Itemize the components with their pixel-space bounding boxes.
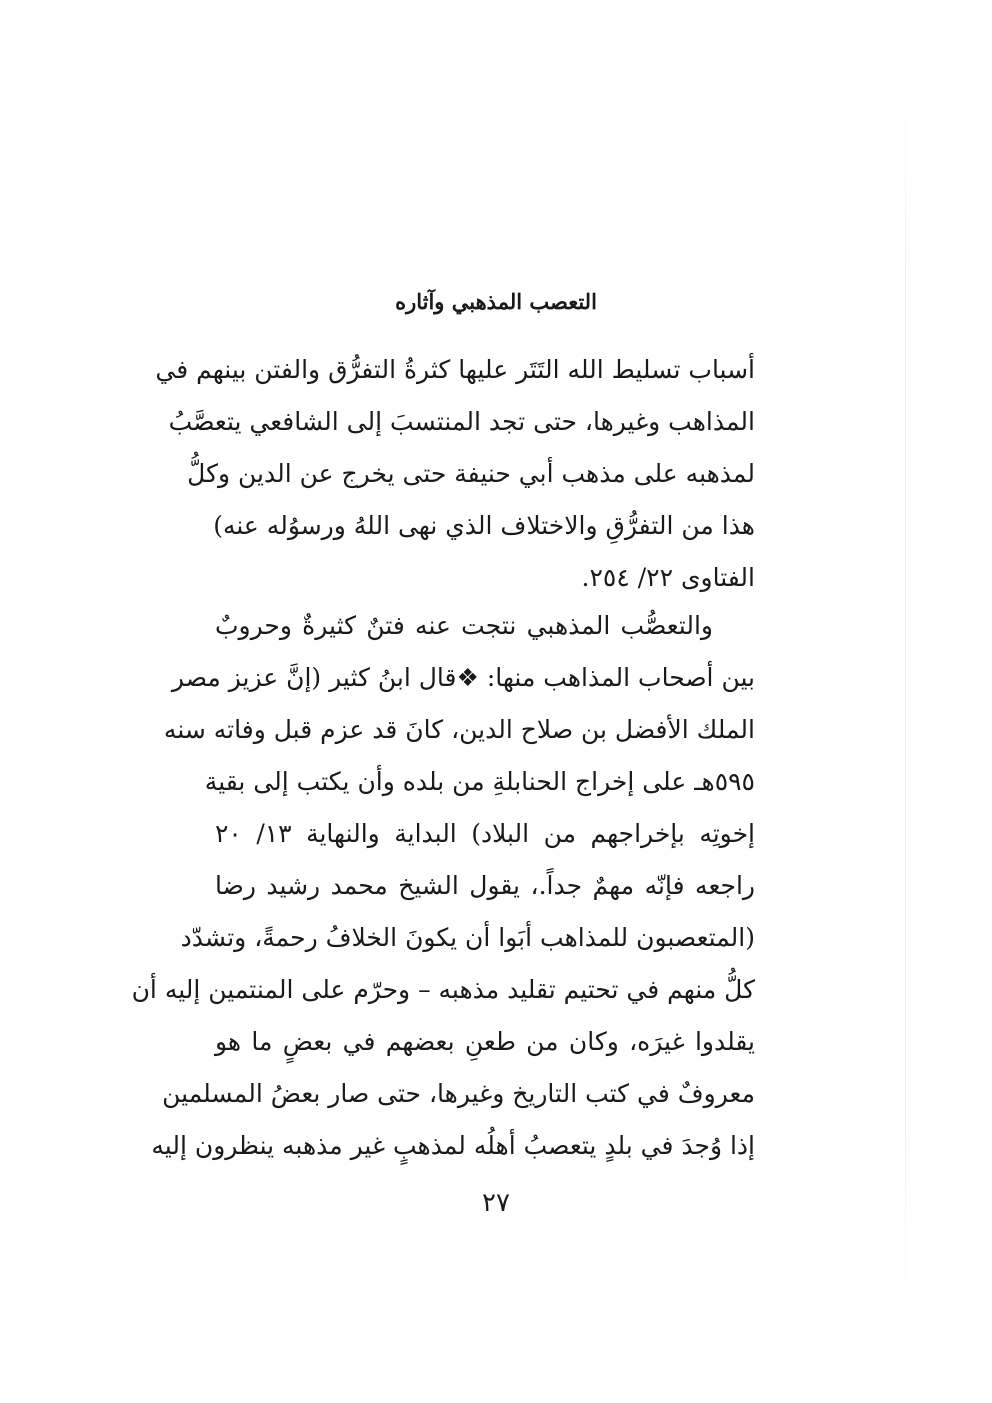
text-line: أسباب تسليط الله التَتَر عليها كثرةُ التفرُّق والفتن بينهم في: [155, 355, 755, 384]
text-line: الملك الأفضل بن صلاح الدين، كانَ قد عزم قبل وفاته سنه: [163, 715, 755, 744]
text-line: لمذهبه على مذهب أبي حنيفة حتى يخرج عن الدين وكلُّ: [187, 459, 755, 488]
text-line: راجعه فإنّه مهمٌ جداً.، يقول الشيخ محمد رشيد رضا: [215, 871, 755, 900]
text-line: بين أصحاب المذاهب منها: ❖قال ابنُ كثير (إنَّ عزيز مصر: [171, 663, 755, 692]
text-line: هذا من التفرُّقِ والاختلاف الذي نهى اللهُ ورسوُله عنه): [213, 511, 755, 540]
text-line: والتعصُّب المذهبي نتجت عنه فتنٌ كثيرةٌ وحروبٌ: [215, 611, 713, 640]
text-line: معروفٌ في كتب التاريخ وغيرها، حتى صار بعضُ المسلمين: [162, 1079, 755, 1108]
page-edge-shadow: [905, 80, 906, 1320]
page-number: ٢٧: [482, 1188, 510, 1218]
paragraph-2: [131, 600, 755, 1172]
text-line: إذا وُجدَ في بلدٍ يتعصبُ أهلُه لمذهبٍ غير مذهبه ينظرون إليه: [151, 1131, 755, 1160]
text-line: كلُّ منهم في تحتيم تقليد مذهبه – وحرّم على المنتمين إليه أن: [131, 975, 755, 1004]
text-line: المذاهب وغيرها، حتى تجد المنتسبَ إلى الشافعي يتعصَّبُ: [168, 407, 755, 436]
running-header: التعصب المذهبي وآثاره: [395, 289, 597, 314]
text-line: إخوتِه بإخراجهم من البلاد) البداية والنهاية ١٣/ ٢٠: [215, 819, 755, 848]
text-line: يقلدوا غيرَه، وكان من طعنِ بعضهم في بعضٍ ما هو: [215, 1027, 755, 1056]
text-line: الفتاوى ٢٢/ ٢٥٤.: [581, 563, 755, 592]
paragraph-1: [155, 344, 755, 604]
text-line: (المتعصبون للمذاهب أبَوا أن يكونَ الخلافُ رحمةً، وتشدّد: [180, 923, 755, 952]
text-line: ٥٩٥هـ على إخراج الحنابلةِ من بلده وأن يكتب إلى بقية: [204, 767, 755, 796]
